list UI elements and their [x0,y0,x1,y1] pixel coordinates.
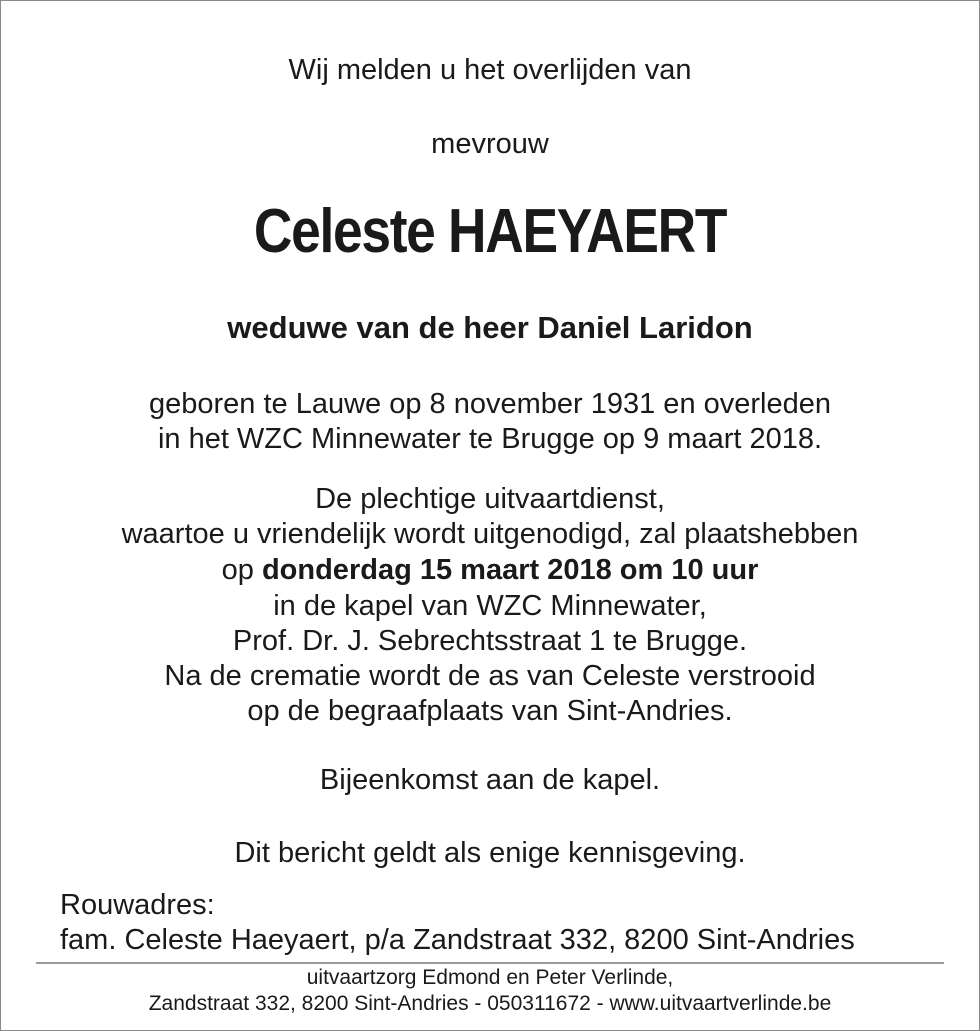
service-line-2: waartoe u vriendelijk wordt uitgenodigd, zal plaatshebben [121,518,859,550]
service-date-prefix: op [221,554,254,586]
birth-line-1: geboren te Lauwe op 8 november 1931 en overleden [148,388,831,420]
birth-line-2: in het WZC Minnewater te Brugge op 9 maart 2018. [157,423,823,455]
honorific: mevrouw [431,128,549,160]
service-line-7: op de begraafplaats van Sint-Andries. [247,695,733,727]
service-date-line [0,554,980,587]
address-label: Rouwadres: [60,889,215,921]
service-line-5: Prof. Dr. J. Sebrechtsstraat 1 te Brugge. [232,625,748,657]
intro-text: Wij melden u het overlijden van [288,54,692,86]
notice-text: Dit bericht geldt als enige kennisgeving. [234,837,746,869]
footer-line-2: Zandstraat 332, 8200 Sint-Andries - 050311672 - www.uitvaartverlinde.be [148,992,832,1015]
footer-divider [36,962,944,964]
deceased-name: Celeste HAEYAERT [253,197,727,266]
service-line-1: De plechtige uitvaartdienst, [315,483,665,515]
address-value: fam. Celeste Haeyaert, p/a Zandstraat 332, 8200 Sint-Andries [60,924,855,956]
gathering-text: Bijeenkomst aan de kapel. [319,764,661,796]
service-date: donderdag 15 maart 2018 om 10 uur [261,554,759,586]
service-line-4: in de kapel van WZC Minnewater, [273,590,707,622]
service-line-6: Na de crematie wordt de as van Celeste verstrooid [164,660,816,692]
footer-line-1: uitvaartzorg Edmond en Peter Verlinde, [306,966,674,989]
spouse-line: weduwe van de heer Daniel Laridon [227,310,753,345]
